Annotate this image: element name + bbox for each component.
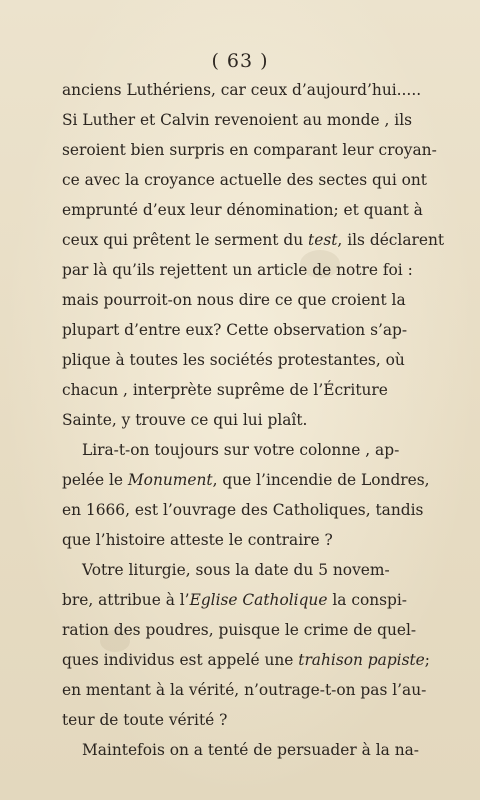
text-line xyxy=(62,615,417,645)
text-run: mais pourroit-on nous dire ce que croient la xyxy=(62,291,406,309)
text-line xyxy=(62,315,408,345)
text-run: en mentant à la vérité, n’outrage-t-on pas l’au- xyxy=(62,681,427,699)
text-run: Lira-t-on toujours sur votre colonne , ap- xyxy=(82,441,400,459)
text-run: que l’histoire atteste le contraire ? xyxy=(62,531,333,549)
text-run: pelée le xyxy=(62,471,128,489)
text-line xyxy=(62,375,388,405)
text-line xyxy=(62,195,423,225)
text-run: en 1666, est l’ouvrage des Catholiques, tandis xyxy=(62,501,424,519)
text-run: seroient bien surpris en comparant leur croyan- xyxy=(62,141,437,159)
text-line xyxy=(62,345,405,375)
text-line xyxy=(62,735,419,765)
text-run: ques individus est appelé une xyxy=(62,651,299,669)
text-run: , que l’incendie de Londres, xyxy=(212,471,430,489)
text-run: la conspi- xyxy=(327,591,408,609)
text-line xyxy=(62,435,400,465)
text-line xyxy=(62,705,372,735)
text-run: Sainte, y trouve ce qui lui plaît. xyxy=(62,411,308,429)
text-line xyxy=(62,255,413,285)
text-run: teur de toute vérité ? xyxy=(62,711,228,729)
text-run: ceux qui prêtent le serment du xyxy=(62,231,309,249)
italic-text-run: test xyxy=(308,231,338,249)
text-run: chacun , interprète suprême de l’Écriture xyxy=(62,381,388,399)
text-line xyxy=(62,75,422,105)
text-line xyxy=(62,465,430,495)
text-line xyxy=(62,525,372,555)
text-run: par là qu’ils rejettent un article de notre foi : xyxy=(62,261,413,279)
text-run: Maintefois on a tenté de persuader à la na- xyxy=(82,741,419,759)
body-text xyxy=(62,75,445,765)
text-line xyxy=(62,675,427,705)
text-line xyxy=(62,285,406,315)
text-line xyxy=(62,105,413,135)
text-line xyxy=(62,495,424,525)
text-run: plupart d’entre eux? Cette observation s’ap- xyxy=(62,321,408,339)
page-number: ( 63 ) xyxy=(211,50,269,72)
text-run: anciens Luthériens, car ceux d’aujourd’hui..... xyxy=(62,81,422,99)
text-line xyxy=(62,645,430,675)
text-line xyxy=(62,585,408,615)
text-run: emprunté d’eux leur dénomination; et quant à xyxy=(62,201,423,219)
italic-text-run: trahison papiste xyxy=(298,651,425,669)
text-run: ration des poudres, puisque le crime de quel- xyxy=(62,621,417,639)
text-run: ; xyxy=(424,651,430,669)
text-line xyxy=(62,555,390,585)
text-run: bre, attribue à l’ xyxy=(62,591,190,609)
text-run: plique à toutes les sociétés protestantes, où xyxy=(62,351,405,369)
text-line xyxy=(62,135,437,165)
text-line xyxy=(62,405,372,435)
text-run: , ils déclarent xyxy=(337,231,445,249)
text-run: ce avec la croyance actuelle des sectes qui ont xyxy=(62,171,427,189)
italic-text-run: Monument xyxy=(127,471,213,489)
text-line xyxy=(62,225,445,255)
text-run: Votre liturgie, sous la date du 5 novem- xyxy=(82,561,390,579)
text-run: Si Luther et Calvin revenoient au monde , ils xyxy=(62,111,413,129)
text-line xyxy=(62,165,427,195)
italic-text-run: Eglise Catholique xyxy=(189,591,328,609)
